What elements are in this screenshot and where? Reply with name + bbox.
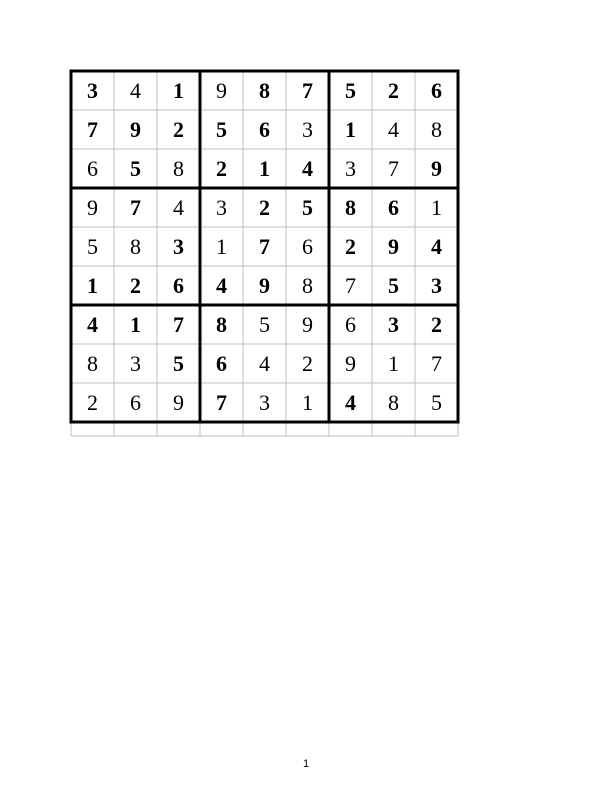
cell-r9-c6[interactable]: 1 (302, 390, 313, 415)
cell-r8-c5[interactable]: 4 (259, 351, 270, 376)
cell-r8-c2[interactable]: 3 (130, 351, 141, 376)
cell-r1-c7[interactable]: 5 (345, 78, 356, 103)
cell-r6-c8[interactable]: 5 (388, 273, 399, 298)
cell-r2-c3[interactable]: 2 (173, 117, 184, 142)
cell-r1-c8[interactable]: 2 (388, 78, 399, 103)
cell-r1-c1[interactable]: 3 (87, 78, 98, 103)
cell-r3-c1[interactable]: 6 (87, 156, 98, 181)
cell-r9-c7[interactable]: 4 (345, 390, 356, 415)
cell-r6-c1[interactable]: 1 (87, 273, 98, 298)
cell-r9-c2[interactable]: 6 (130, 390, 141, 415)
cell-r6-c5[interactable]: 9 (259, 273, 270, 298)
cell-r5-c7[interactable]: 2 (345, 234, 356, 259)
cell-r6-c6[interactable]: 8 (302, 273, 313, 298)
cell-r9-c9[interactable]: 5 (431, 390, 442, 415)
cell-r7-c7[interactable]: 6 (345, 312, 356, 337)
cell-r5-c8[interactable]: 9 (388, 234, 399, 259)
cell-r9-c8[interactable]: 8 (388, 390, 399, 415)
cell-r4-c3[interactable]: 4 (173, 195, 184, 220)
cell-r2-c5[interactable]: 6 (259, 117, 270, 142)
cell-r8-c9[interactable]: 7 (431, 351, 442, 376)
cell-r2-c2[interactable]: 9 (130, 117, 141, 142)
cell-r7-c6[interactable]: 9 (302, 312, 313, 337)
cell-r3-c7[interactable]: 3 (345, 156, 356, 181)
cell-r1-c6[interactable]: 7 (302, 78, 313, 103)
cell-r1-c3[interactable]: 1 (173, 78, 184, 103)
cell-r2-c7[interactable]: 1 (345, 117, 356, 142)
cell-r4-c9[interactable]: 1 (431, 195, 442, 220)
cell-r4-c6[interactable]: 5 (302, 195, 313, 220)
cell-r5-c6[interactable]: 6 (302, 234, 313, 259)
cell-r7-c1[interactable]: 4 (87, 312, 98, 337)
cell-r4-c2[interactable]: 7 (130, 195, 141, 220)
cell-r6-c4[interactable]: 4 (216, 273, 227, 298)
cell-r2-c4[interactable]: 5 (216, 117, 227, 142)
cell-r7-c8[interactable]: 3 (388, 312, 399, 337)
cell-r8-c1[interactable]: 8 (87, 351, 98, 376)
cell-r6-c2[interactable]: 2 (130, 273, 141, 298)
cell-r5-c2[interactable]: 8 (130, 234, 141, 259)
cell-r9-c5[interactable]: 3 (259, 390, 270, 415)
cell-r4-c8[interactable]: 6 (388, 195, 399, 220)
cell-r3-c6[interactable]: 4 (302, 156, 313, 181)
cell-r4-c5[interactable]: 2 (259, 195, 270, 220)
cell-r5-c9[interactable]: 4 (431, 234, 442, 259)
sudoku-board (71, 71, 460, 438)
cell-r3-c3[interactable]: 8 (173, 156, 184, 181)
page-number: 1 (302, 758, 310, 770)
cell-r3-c5[interactable]: 1 (259, 156, 270, 181)
cell-r8-c4[interactable]: 6 (216, 351, 227, 376)
cell-r2-c8[interactable]: 4 (388, 117, 399, 142)
cell-r5-c4[interactable]: 1 (216, 234, 227, 259)
cell-r5-c3[interactable]: 3 (173, 234, 184, 259)
cell-r8-c7[interactable]: 9 (345, 351, 356, 376)
cell-r3-c8[interactable]: 7 (388, 156, 399, 181)
cell-r2-c6[interactable]: 3 (302, 117, 313, 142)
cell-r9-c4[interactable]: 7 (216, 390, 227, 415)
cell-r3-c4[interactable]: 2 (216, 156, 227, 181)
cell-r4-c4[interactable]: 3 (216, 195, 227, 220)
cell-r7-c5[interactable]: 5 (259, 312, 270, 337)
cell-r8-c6[interactable]: 2 (302, 351, 313, 376)
cell-r1-c5[interactable]: 8 (259, 78, 270, 103)
cell-r9-c1[interactable]: 2 (87, 390, 98, 415)
cell-r2-c9[interactable]: 8 (431, 117, 442, 142)
cell-r3-c2[interactable]: 5 (130, 156, 141, 181)
cell-r7-c4[interactable]: 8 (216, 312, 227, 337)
cell-r2-c1[interactable]: 7 (87, 117, 98, 142)
cell-r6-c7[interactable]: 7 (345, 273, 356, 298)
cell-r7-c3[interactable]: 7 (173, 312, 184, 337)
cell-r9-c3[interactable]: 9 (173, 390, 184, 415)
cell-r8-c3[interactable]: 5 (173, 351, 184, 376)
cell-r8-c8[interactable]: 1 (388, 351, 399, 376)
cell-r7-c9[interactable]: 2 (431, 312, 442, 337)
cell-r6-c3[interactable]: 6 (173, 273, 184, 298)
cell-r5-c1[interactable]: 5 (87, 234, 98, 259)
cell-r1-c9[interactable]: 6 (431, 78, 442, 103)
cell-r1-c4[interactable]: 9 (216, 78, 227, 103)
cell-r7-c2[interactable]: 1 (130, 312, 141, 337)
cell-r6-c9[interactable]: 3 (431, 273, 442, 298)
cell-r4-c7[interactable]: 8 (345, 195, 356, 220)
cell-r1-c2[interactable]: 4 (130, 78, 141, 103)
cell-r4-c1[interactable]: 9 (87, 195, 98, 220)
cell-r5-c5[interactable]: 7 (259, 234, 270, 259)
cell-r3-c9[interactable]: 9 (431, 156, 442, 181)
